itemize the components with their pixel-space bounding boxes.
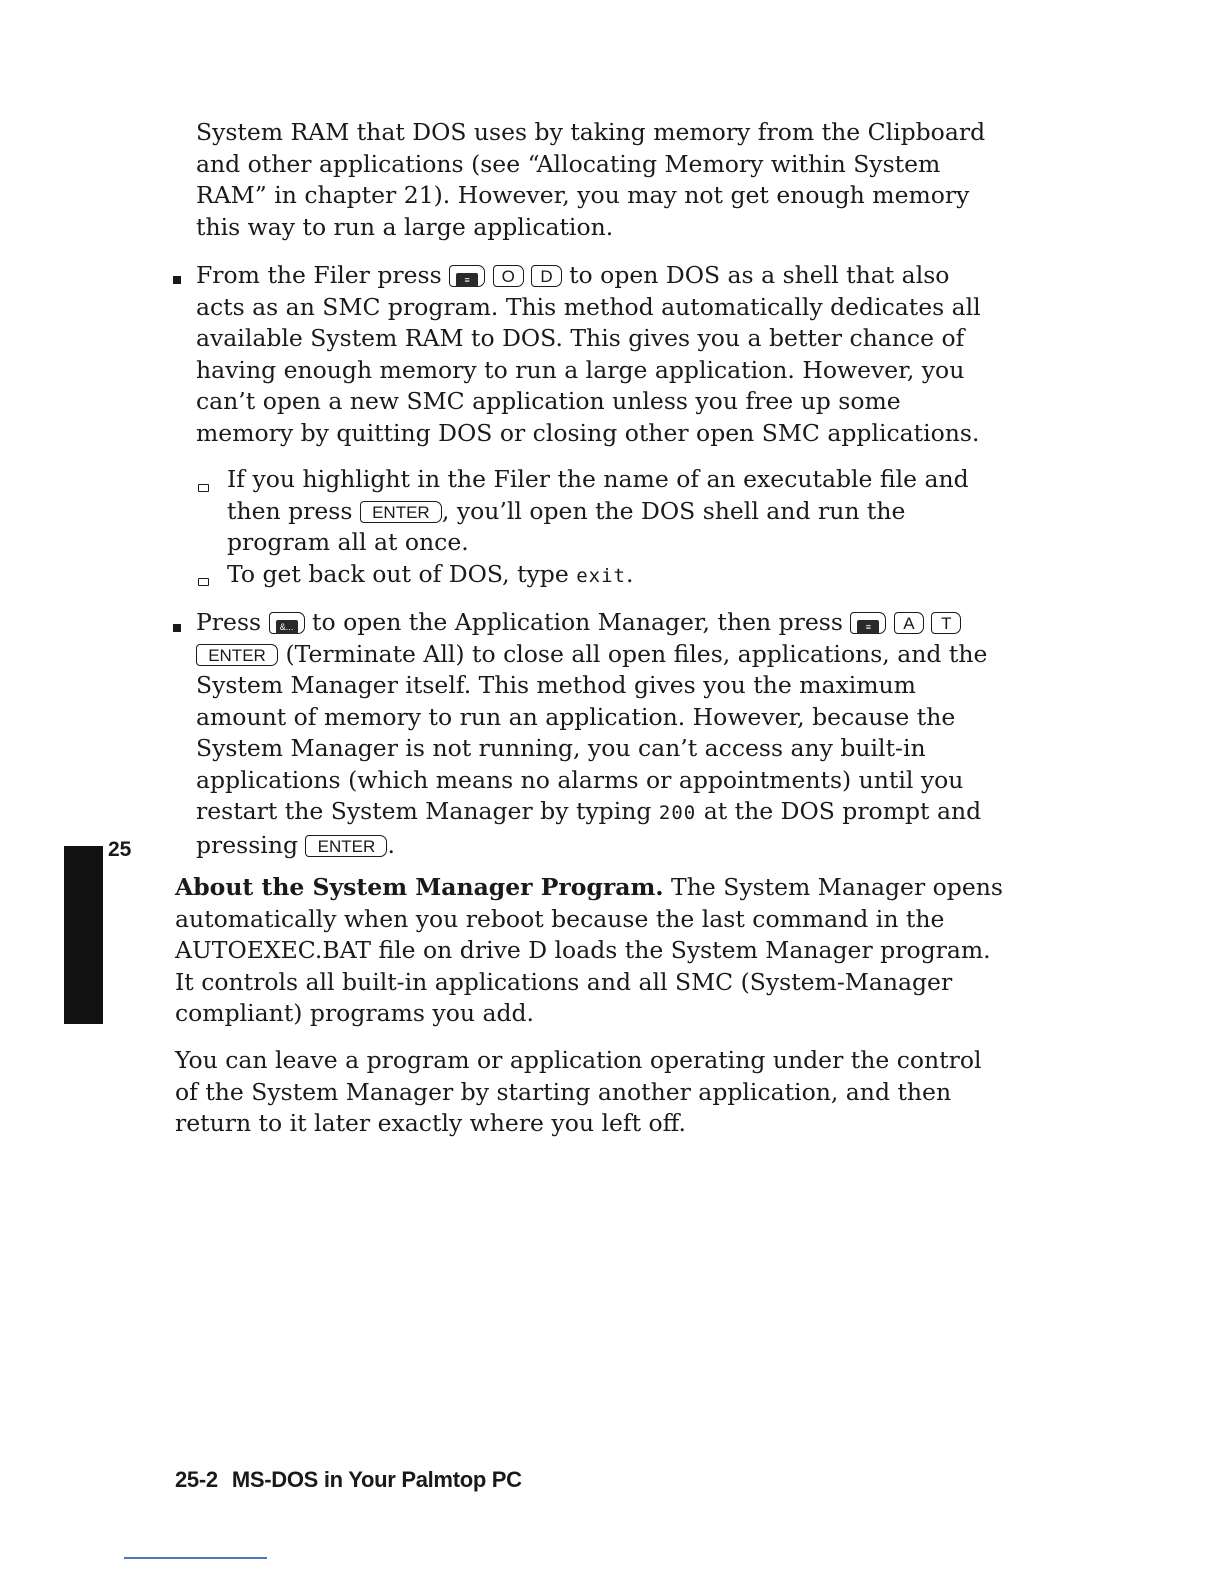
key-d: D bbox=[531, 265, 561, 287]
about-heading: About the System Manager Program. bbox=[175, 873, 664, 901]
bullet-terminate-text-pre: Press bbox=[196, 608, 262, 636]
bullet-filer-text-pre: From the Filer press bbox=[196, 261, 442, 289]
sub-bullet-exit-text-pre: To get back out of DOS, type bbox=[227, 560, 569, 588]
app-manager-key-icon: &... bbox=[276, 620, 298, 634]
app-manager-key bbox=[269, 612, 305, 634]
bullet-terminate-text-mid3: at the DOS prompt and pressing bbox=[196, 797, 982, 859]
bullet-marker bbox=[173, 624, 181, 632]
about-system-manager-paragraph bbox=[175, 872, 1005, 1030]
bullet-terminate-text-mid: to open the Application Manager, then press bbox=[312, 608, 843, 636]
enter-key: ENTER bbox=[360, 501, 442, 523]
sub-bullet-exit-text-post: . bbox=[626, 560, 634, 588]
restart-command: 200 bbox=[658, 802, 697, 824]
bullet-filer-shell bbox=[196, 260, 1001, 449]
sub-bullet-exit bbox=[227, 559, 997, 593]
menu-key bbox=[449, 265, 485, 287]
page-footer bbox=[175, 1467, 522, 1493]
key-a: A bbox=[894, 612, 924, 634]
key-t: T bbox=[931, 612, 961, 634]
leave-program-paragraph bbox=[175, 1045, 1005, 1140]
menu-key-icon: ≡ bbox=[456, 273, 478, 287]
about-text: The System Manager opens automatically when you reboot because the last command in the AUTOEXEC.BAT file on drive D loads the System Manager program. It controls all built-in applications and all SMC (System-Manager compliant) programs you add. bbox=[175, 873, 1003, 1027]
sub-bullet-enter bbox=[227, 464, 997, 559]
enter-key: ENTER bbox=[196, 644, 278, 666]
sub-bullet-enter-text-pre: If you highlight in the Filer the name of an executable file and then press bbox=[227, 465, 969, 525]
chapter-thumb-tab bbox=[64, 846, 103, 1024]
footer-title: MS-DOS in Your Palmtop PC bbox=[231, 1467, 522, 1492]
sub-bullet-marker bbox=[198, 484, 209, 492]
bullet-marker bbox=[173, 276, 181, 284]
sub-bullet-enter-text-post: , you’ll open the DOS shell and run the program all at once. bbox=[227, 496, 906, 556]
bullet-terminate-all bbox=[196, 607, 1006, 861]
leave-program-text: You can leave a program or application operating under the control of the System Manager by starting another application, and then return to it later exactly where you left off. bbox=[175, 1046, 982, 1137]
sub-bullet-marker bbox=[198, 578, 209, 586]
menu-key-icon: ≡ bbox=[857, 620, 879, 634]
exit-command: exit bbox=[576, 565, 626, 587]
key-o: O bbox=[493, 265, 524, 287]
bullet-filer-text-post: to open DOS as a shell that also acts as an SMC program. This method automatically dedicates all available System RAM to DOS. This gives you a better chance of having enough memory to run a large application. However, you can’t open a new SMC application unless you free up some memory by quitting DOS or closing other open SMC applications. bbox=[196, 261, 981, 447]
bullet-terminate-text-post: . bbox=[387, 830, 395, 859]
bullet-terminate-text-mid2: (Terminate All) to close all open files, applications, and the System Manager itself. This method gives you the maximum amount of memory to run an application. However, because the System Manager is not running, you can’t access any built-in applications (which means no alarms or appointments) until you restart the System Manager by typing bbox=[196, 639, 988, 825]
bottom-rule bbox=[124, 1557, 267, 1559]
chapter-tab-number: 25 bbox=[108, 838, 132, 861]
enter-key: ENTER bbox=[305, 835, 387, 857]
continued-paragraph-text: System RAM that DOS uses by taking memory from the Clipboard and other applications (see “Allocating Memory within System RAM” in chapter 21). However, you may not get enough memory this way to run a large application. bbox=[196, 118, 986, 241]
page-number: 25-2 bbox=[175, 1467, 218, 1492]
menu-key bbox=[850, 612, 886, 634]
continued-paragraph bbox=[196, 117, 1001, 243]
